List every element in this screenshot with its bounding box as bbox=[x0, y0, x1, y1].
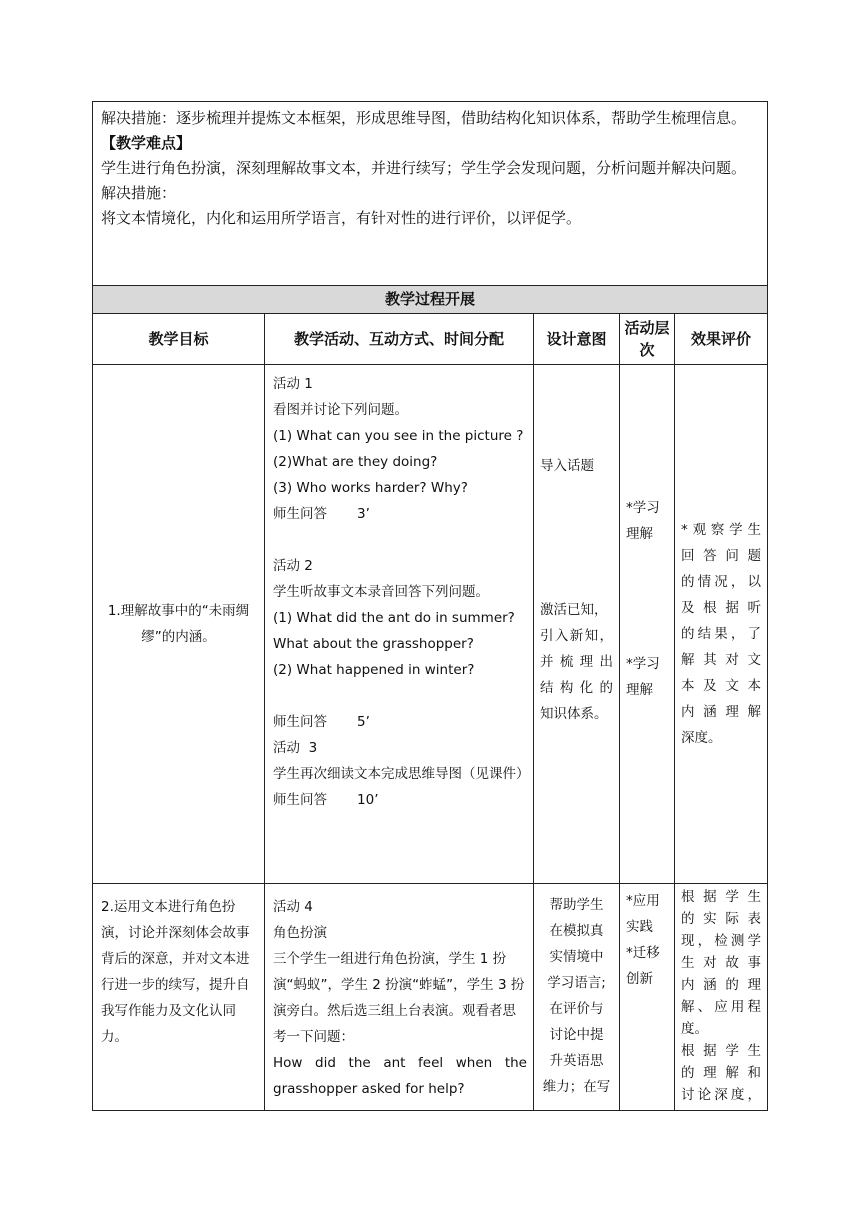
activity-line: 师生问答 10’ bbox=[273, 792, 379, 808]
activities-cell bbox=[265, 884, 534, 1110]
activity-line: grasshopper asked for help? bbox=[273, 1081, 465, 1097]
intent-line: 讨论中提 bbox=[549, 1027, 604, 1043]
difficulty-heading: 【教学难点】 bbox=[101, 134, 192, 152]
process-banner: 教学过程开展 bbox=[93, 286, 767, 314]
goal-cell: 2.运用文本进行角色扮演，讨论并深刻体会故事背后的深意，并对文本进行进一步的续写，提升自我写作能力及文化认同力。 bbox=[93, 884, 265, 1110]
eval-line: 现，检测学 bbox=[681, 933, 761, 949]
intent-line: 在评价与 bbox=[549, 1001, 604, 1017]
eval-line: 讨论深度， bbox=[681, 1087, 761, 1103]
intent-line: 在模拟真 bbox=[549, 923, 604, 939]
intent-line: 引入新知， bbox=[540, 628, 613, 644]
intent-line: 激活已知， bbox=[540, 602, 608, 618]
eval-line: 及根据听 bbox=[681, 600, 761, 616]
level-line: *学习 bbox=[626, 500, 660, 516]
activity-line: 角色扮演 bbox=[273, 925, 327, 941]
eval-line: 回答问题 bbox=[681, 548, 761, 564]
eval-line: 解其对文 bbox=[681, 652, 761, 668]
activity-line: (1) What did the ant do in summer? What about the grasshopper? bbox=[273, 610, 515, 652]
header-activities: 教学活动、互动方式、时间分配 bbox=[265, 314, 534, 364]
eval-line: 生对故事 bbox=[681, 955, 761, 971]
intent-line: 知识体系。 bbox=[540, 706, 608, 722]
header-level: 活动层次 bbox=[620, 314, 675, 364]
header-goal: 教学目标 bbox=[93, 314, 265, 364]
eval-line: 根据学生 bbox=[681, 1043, 761, 1059]
eval-line: 内涵理解 bbox=[681, 704, 761, 720]
intent-line: 实情境中 bbox=[549, 949, 604, 965]
activity-line: 活动 1 bbox=[273, 376, 313, 392]
level-line: 理解 bbox=[626, 526, 653, 542]
intent-line: 学习语言; bbox=[547, 975, 606, 991]
level-line: 理解 bbox=[626, 682, 653, 698]
header-intent: 设计意图 bbox=[534, 314, 620, 364]
level-cell bbox=[620, 884, 675, 1110]
header-evaluation: 效果评价 bbox=[690, 330, 751, 348]
level-line: 实践 bbox=[626, 919, 653, 935]
intent-line: 升英语思 bbox=[549, 1053, 604, 1069]
intent-text: 导入话题 bbox=[540, 458, 594, 474]
eval-line: 解、应用程 bbox=[681, 999, 761, 1015]
eval-line: 的实际表 bbox=[681, 911, 761, 927]
activity-line: 师生问答 5’ bbox=[273, 714, 370, 730]
intent-cell bbox=[534, 365, 620, 883]
eval-line: 的理解和 bbox=[681, 1065, 761, 1081]
activity-line: 学生再次细读文本完成思维导图（见课件） bbox=[273, 766, 530, 782]
activity-line: (2)What are they doing? bbox=[273, 454, 438, 470]
evaluation-cell bbox=[675, 365, 767, 883]
level-line: 创新 bbox=[626, 971, 653, 987]
intent-line: 维力；在写 bbox=[542, 1079, 611, 1095]
measures-label: 解决措施： bbox=[101, 184, 177, 202]
eval-line: 的结果，了 bbox=[681, 626, 761, 642]
activity-line: 活动 2 bbox=[273, 558, 313, 574]
measures-text: 将文本情境化，内化和运用所学语言，有针对性的进行评价，以评促学。 bbox=[101, 209, 582, 227]
activity-line: 活动 4 bbox=[273, 899, 313, 915]
eval-line: 内涵的理 bbox=[681, 977, 761, 993]
eval-line: 度。 bbox=[681, 1021, 708, 1037]
lesson-plan-table bbox=[92, 101, 768, 1111]
intent-line: 结构化的 bbox=[540, 680, 613, 696]
intent-line: 帮助学生 bbox=[549, 897, 604, 913]
intro-section bbox=[93, 102, 767, 286]
activity-line: 三个学生一组进行角色扮演，学生 1 扮演“蚂蚁”，学生 2 扮演“蚱蜢”，学生 3 扮演旁白。然后选三组上台表演。观看者思考一下问题： bbox=[273, 951, 525, 1045]
level-cell bbox=[620, 365, 675, 883]
activities-cell bbox=[265, 365, 534, 883]
table-row bbox=[93, 884, 767, 1110]
activity-line: 师生问答 3’ bbox=[273, 506, 370, 522]
eval-line: 深度。 bbox=[681, 730, 722, 746]
activity-line: (1) What can you see in the picture ? bbox=[273, 428, 524, 444]
level-line: *学习 bbox=[626, 656, 660, 672]
table-row bbox=[93, 365, 767, 884]
eval-line: *观察学生 bbox=[681, 522, 761, 538]
activity-line: (3) Who works harder? Why? bbox=[273, 480, 468, 496]
activity-line: How did the ant feel when the bbox=[273, 1055, 527, 1071]
level-line: *迁移 bbox=[626, 945, 660, 961]
intent-line: 并梳理出 bbox=[540, 654, 613, 670]
difficulty-text: 学生进行角色扮演，深刻理解故事文本，并进行续写；学生学会发现问题，分析问题并解决问题。 bbox=[101, 159, 747, 177]
activity-line: 学生听故事文本录音回答下列问题。 bbox=[273, 584, 489, 600]
activity-line: (2) What happened in winter? bbox=[273, 662, 475, 678]
measures-line-1: 解决措施：逐步梳理并提炼文本框架，形成思维导图，借助结构化知识体系，帮助学生梳理信息。 bbox=[101, 109, 747, 127]
table-header-row bbox=[93, 314, 767, 365]
eval-line: 的情况，以 bbox=[681, 574, 761, 590]
eval-line: 根据学生 bbox=[681, 889, 761, 905]
level-line: *应用 bbox=[626, 893, 660, 909]
activity-line: 看图并讨论下列问题。 bbox=[273, 402, 408, 418]
evaluation-cell bbox=[675, 884, 767, 1110]
activity-line: 活动 3 bbox=[273, 740, 318, 756]
eval-line: 本及文本 bbox=[681, 678, 761, 694]
goal-cell: 1.理解故事中的“未雨绸缪”的内涵。 bbox=[93, 365, 265, 883]
intent-cell bbox=[534, 884, 620, 1110]
